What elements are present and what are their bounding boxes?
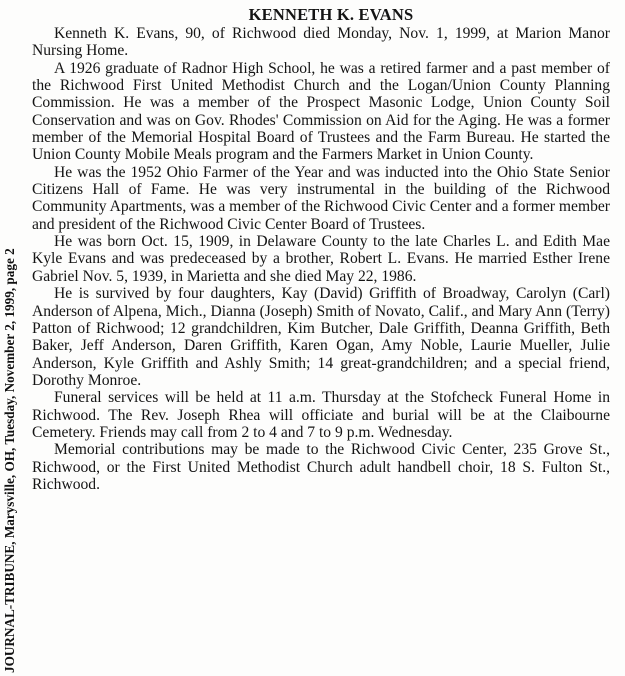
paragraph-memorial-contributions: Memorial contributions may be made to the Richwood Civic Center, 235 Grove St., Richwood, or the First United Methodist Church adult handbell choir, 18 S. Fulton St., Richwood. bbox=[32, 441, 610, 493]
paragraph-career: A 1926 graduate of Radnor High School, he was a retired farmer and a past member of the Richwood First United Methodist Church and the Logan/Union County Planning Commission. He was a member of the Prospect Masonic Lodge, Union County Soil Conservation and was on Gov. Rhodes' Commission on Aid for the Aging. He was a former member of the Memorial Hospital Board of Trustees and the Farm Bureau. He started the Union County Mobile Meals program and the Farmers Market in Union County. bbox=[32, 59, 610, 164]
obituary-article bbox=[32, 6, 610, 493]
paragraph-survivors: He is survived by four daughters, Kay (David) Griffith of Broadway, Carolyn (Carl) Anderson of Alpena, Mich., Dianna (Joseph) Smith of Novato, Calif., and Mary Ann (Terry) Patton of Richwood; 12 grandchildren, Kim Butcher, Dale Griffith, Deanna Griffith, Beth Baker, Jeff Anderson, Daren Griffith, Karen Ogan, Amy Noble, Laurie Mueller, Julie Anderson, Kyle Griffith and Ashly Smith; 14 great-grandchildren; and a special friend, Dorothy Monroe. bbox=[32, 285, 610, 389]
obituary-headline: KENNETH K. EVANS bbox=[248, 5, 414, 24]
paragraph-funeral-services: Funeral services will be held at 11 a.m. Thursday at the Stofcheck Funeral Home in Richwood. The Rev. Joseph Rhea will officiate and burial will be at the Claibourne Cemetery. Friends may call from 2 to 4 and 7 to 9 p.m. Wednesday. bbox=[32, 389, 610, 441]
paragraph-honors: He was the 1952 Ohio Farmer of the Year and was inducted into the Ohio State Senior Citizens Hall of Fame. He was very instrumental in the building of the Richwood Community Apartments, was a member of the Richwood Civic Center and a former member and president of the Richwood Civic Center Board of Trustees. bbox=[32, 163, 610, 233]
paragraph-family-history: He was born Oct. 15, 1909, in Delaware County to the late Charles L. and Edith Mae Kyle Evans and was predeceased by a brother, Robert L. Evans. He married Esther Irene Gabriel Nov. 5, 1939, in Marietta and she died May 22, 1986. bbox=[32, 233, 610, 285]
source-caption: JOURNAL-TRIBUNE, Marysville, OH, Tuesday, November 2, 1999, page 2 bbox=[2, 248, 17, 673]
paragraph-death-notice: Kenneth K. Evans, 90, of Richwood died Monday, Nov. 1, 1999, at Marion Manor Nursing Home. bbox=[32, 25, 610, 60]
